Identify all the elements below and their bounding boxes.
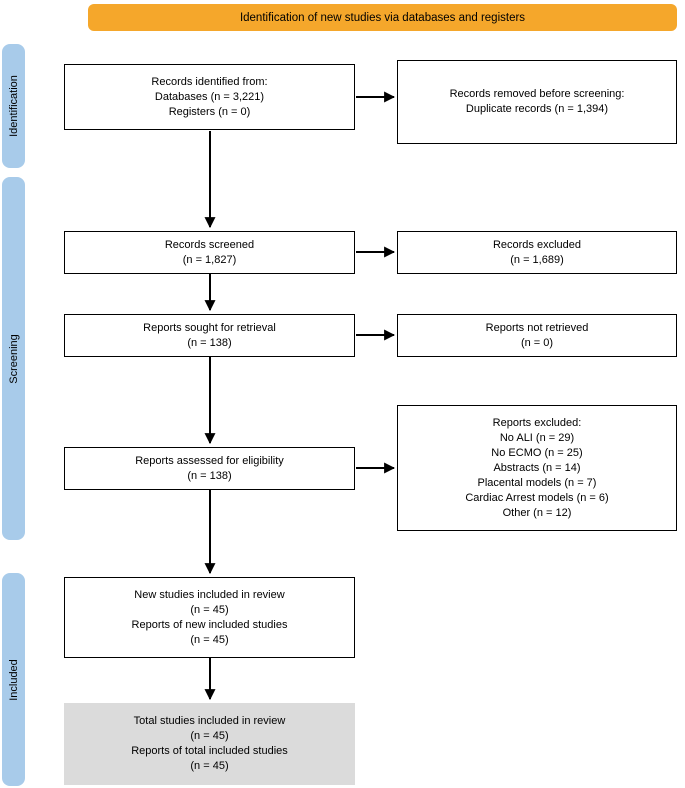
box-records-excluded	[397, 231, 677, 274]
box-line: (n = 45)	[190, 760, 229, 772]
box-line: Records screened	[164, 238, 255, 251]
banner-identification-new-studies	[88, 4, 677, 31]
box-line: Databases (n = 3,221)	[154, 90, 265, 103]
box-line: (n = 138)	[187, 469, 232, 482]
box-records-screened	[64, 231, 355, 274]
box-line: Other (n = 12)	[502, 506, 572, 519]
box-line: Placental models (n = 7)	[477, 476, 597, 489]
stage-included	[2, 573, 25, 786]
box-line: (n = 45)	[190, 633, 229, 646]
box-line: Reports of total included studies	[131, 745, 288, 757]
box-line: Registers (n = 0)	[168, 105, 251, 118]
box-line: No ALI (n = 29)	[499, 431, 575, 444]
box-line: Total studies included in review	[133, 715, 286, 727]
box-line: Cardiac Arrest models (n = 6)	[465, 491, 609, 504]
box-records-removed	[397, 60, 677, 144]
box-records-identified	[64, 64, 355, 130]
banner-label: Identification of new studies via databases and registers	[239, 11, 526, 24]
box-line: (n = 138)	[187, 336, 232, 349]
box-reports-sought	[64, 314, 355, 357]
stage-identification	[2, 44, 25, 168]
box-line: Records excluded	[492, 238, 582, 251]
box-line: Abstracts (n = 14)	[493, 461, 581, 474]
stage-screening	[2, 177, 25, 540]
box-line: (n = 1,689)	[510, 253, 564, 266]
stage-included-label: Included	[7, 658, 20, 701]
box-line: Reports of new included studies	[131, 618, 288, 631]
box-line: (n = 1,827)	[182, 253, 237, 266]
box-line: Duplicate records (n = 1,394)	[465, 103, 609, 115]
stage-identification-label: Identification	[7, 75, 20, 137]
box-line: (n = 45)	[190, 603, 229, 616]
stage-screening-label: Screening	[7, 333, 20, 384]
box-line: New studies included in review	[134, 588, 285, 601]
box-line: Reports assessed for eligibility	[135, 454, 284, 467]
box-line: Records identified from:	[151, 75, 268, 88]
box-line: Reports not retrieved	[485, 321, 589, 334]
box-line: Records removed before screening:	[449, 88, 625, 100]
box-line: Reports sought for retrieval	[143, 321, 276, 334]
box-reports-excluded	[397, 405, 677, 531]
box-line: Reports excluded:	[492, 416, 582, 429]
box-line: (n = 45)	[190, 730, 229, 742]
box-line: (n = 0)	[520, 336, 554, 349]
box-reports-assessed	[64, 447, 355, 490]
box-new-studies-included	[64, 577, 355, 658]
box-reports-not-retrieved	[397, 314, 677, 357]
box-total-studies-included	[64, 703, 355, 785]
box-line: No ECMO (n = 25)	[491, 446, 583, 459]
